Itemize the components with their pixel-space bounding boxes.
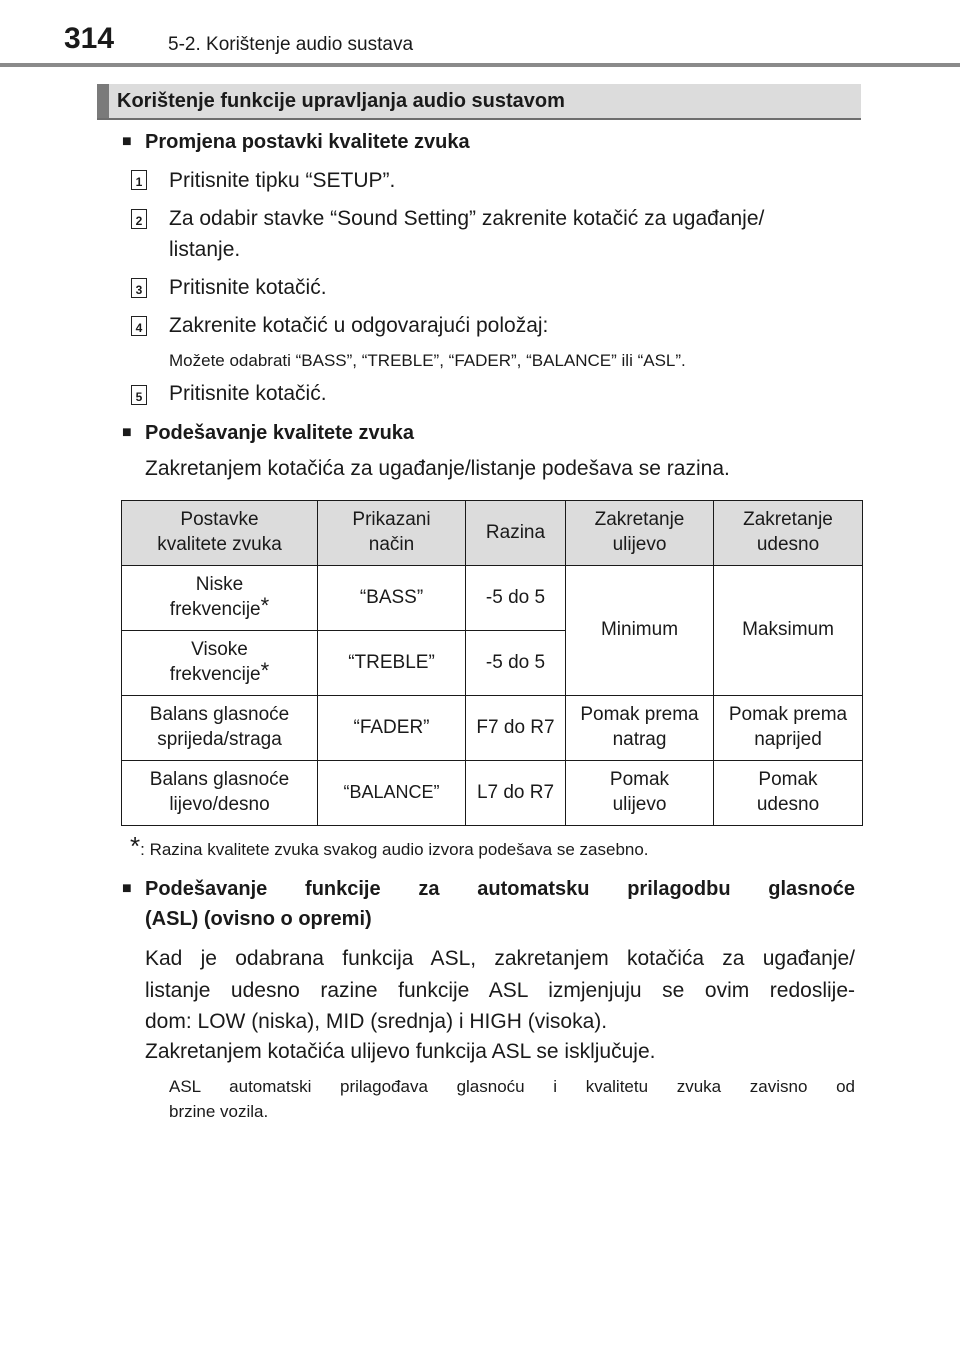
footnote-asterisk: * [130, 831, 141, 861]
bullet-square-icon: ■ [122, 133, 132, 150]
table-cell: -5 do 5 [466, 631, 566, 696]
step-1-text: Pritisnite tipku “SETUP”. [169, 169, 396, 192]
step-2-badge: 2 [131, 209, 147, 229]
table-footnote: *: Razina kvalitete zvuka svakog audio izvora podešava se zasebno. [130, 831, 649, 861]
table-cell: Balans glasnoće sprijeda/straga [122, 696, 318, 761]
banner-accent [97, 84, 109, 118]
step-2-text: Za odabir stavke “Sound Setting” zakrenite kotačić za ugađanje/ [169, 207, 765, 230]
section2-heading: Podešavanje kvalitete zvuka [145, 422, 415, 444]
table-cell: Pomak prema natrag [566, 696, 714, 761]
section3-paragraph-line: Zakretanjem kotačića ulijevo funkcija ASL se isključuje. [145, 1040, 656, 1063]
section3-paragraph-line: listanje udesno razine funkcije ASL izmjenjuju se ovim redoslije- [145, 979, 855, 1002]
section3-heading-cont: (ASL) (ovisno o opremi) [145, 908, 372, 930]
table-row [122, 761, 863, 826]
table-cell: Minimum [566, 566, 714, 696]
banner-title: Korištenje funkcije upravljanja audio sustavom [117, 90, 565, 112]
table-cell: L7 do R7 [466, 761, 566, 826]
bullet-square-icon: ■ [122, 880, 132, 897]
asterisk-mark: * [260, 658, 270, 683]
table-cell: “FADER” [318, 696, 466, 761]
section3-note-cont: brzine vozila. [169, 1102, 269, 1121]
step-2-text-cont: listanje. [169, 238, 241, 261]
table-cell: “TREBLE” [318, 631, 466, 696]
table-header-row [122, 501, 863, 566]
table-cell: Visoke frekvencije* [122, 631, 318, 696]
step-4-badge: 4 [131, 316, 147, 336]
table-cell: Pomak ulijevo [566, 761, 714, 826]
section3-paragraph-line: Kad je odabrana funkcija ASL, zakretanjem kotačića za ugađanje/ [145, 947, 855, 970]
table-cell: Maksimum [714, 566, 863, 696]
table-cell: -5 do 5 [466, 566, 566, 631]
step-1-badge: 1 [131, 170, 147, 190]
table-cell: Pomak prema naprijed [714, 696, 863, 761]
bullet-square-icon: ■ [122, 424, 132, 441]
header-divider [0, 63, 960, 67]
step-4-note: Možete odabrati “BASS”, “TREBLE”, “FADER”, “BALANCE” ili “ASL”. [169, 351, 686, 370]
table-cell: “BALANCE” [318, 761, 466, 826]
step-3-text: Pritisnite kotačić. [169, 276, 327, 299]
step-5-text: Pritisnite kotačić. [169, 382, 327, 405]
section-banner [97, 84, 861, 120]
section1-heading: Promjena postavki kvalitete zvuka [145, 131, 470, 153]
table-cell: Pomak udesno [714, 761, 863, 826]
section3-note: ASL automatski prilagođava glasnoću i kvalitetu zvuka zavisno od [169, 1077, 855, 1096]
step-4-text: Zakrenite kotačić u odgovarajući položaj: [169, 314, 549, 337]
section3-heading: Podešavanje funkcije za automatsku prilagodbu glasnoće [145, 878, 855, 900]
step-5-badge: 5 [131, 385, 147, 405]
table-header-cell: Razina [466, 501, 566, 566]
table-cell: F7 do R7 [466, 696, 566, 761]
section3-paragraph-line: dom: LOW (niska), MID (srednja) i HIGH (visoka). [145, 1010, 608, 1033]
table-cell: Balans glasnoće lijevo/desno [122, 761, 318, 826]
step-3-badge: 3 [131, 278, 147, 298]
table-cell: “BASS” [318, 566, 466, 631]
chapter-title: 5-2. Korištenje audio sustava [168, 34, 414, 55]
table-row [122, 696, 863, 761]
table-header-cell: Zakretanje udesno [714, 501, 863, 566]
asterisk-mark: * [260, 593, 270, 618]
sound-settings-table [121, 500, 863, 826]
page-number: 314 [64, 22, 115, 55]
table-header-cell: Prikazani način [318, 501, 466, 566]
table-cell: Niske frekvencije* [122, 566, 318, 631]
table-header-cell: Postavke kvalitete zvuka [122, 501, 318, 566]
table-row [122, 566, 863, 631]
section2-text: Zakretanjem kotačića za ugađanje/listanje podešava se razina. [145, 457, 730, 480]
table-header-cell: Zakretanje ulijevo [566, 501, 714, 566]
